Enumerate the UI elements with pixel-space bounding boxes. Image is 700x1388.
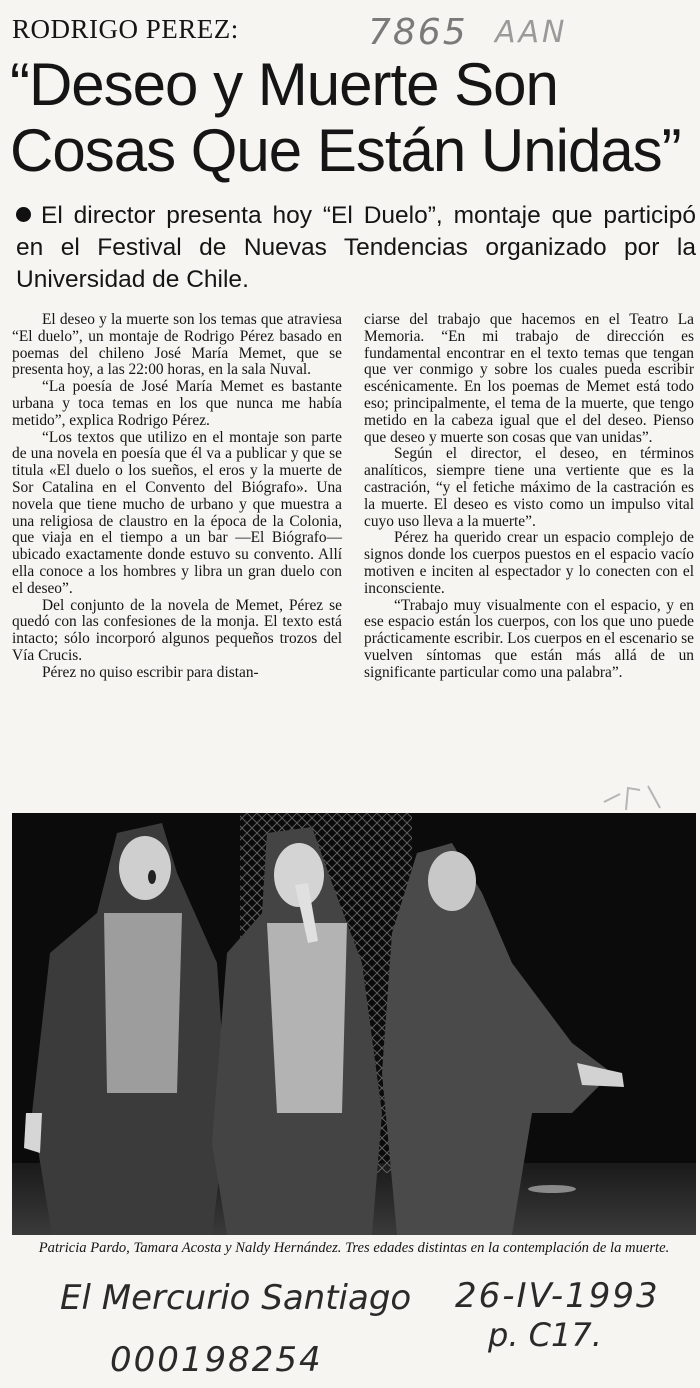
bullet-icon [16, 207, 31, 222]
headline: “Deseo y Muerte Son Cosas Que Están Unidas” [10, 51, 681, 184]
right-column [364, 312, 694, 682]
paragraph: Pérez no quiso escribir para distan- [42, 663, 259, 681]
deck-text: El director presenta hoy “El Duelo”, montaje que participó en el Festival de Nuevas Tendencias organizado por la Universidad de Chile. [16, 202, 696, 293]
handwritten-page: p. C17. [488, 1316, 602, 1354]
kicker: RODRIGO PEREZ: [12, 14, 239, 44]
handwritten-record-number: 000198254 [110, 1340, 323, 1380]
paragraph: “Los textos que utilizo en el montaje son parte de una novela en poesía que él va a publicar y que se titula «El duelo o los sueños, el eros y la muerte de Sor Catalina en el Convento del Biógrafo». Una novela que tiene mucho de urbano y que muestra a una religiosa de claustro en la época de la Colonia, que viaja en el tiempo a un bar —El Biógrafo— ubicado exactamente donde estuvo su convento. Allí ella conoce a los hombres y libra un gran duelo con el deseo”. [12, 428, 342, 597]
pencil-mark-icon [600, 784, 670, 814]
archive-code: 7865 [368, 12, 468, 53]
handwritten-source: El Mercurio Santiago [60, 1278, 412, 1318]
handwritten-date: 26-IV-1993 [455, 1276, 660, 1316]
archive-tag: AAN [495, 15, 568, 50]
paragraph: “Trabajo muy visualmente con el espacio, y en ese espacio están los cuerpos, con los que uno puede prácticamente escribir. Los cuerpos en el escenario se vuelven síntomas que están más allá de un significante particular como una palabra”. [364, 596, 694, 681]
stage-photo [12, 813, 696, 1235]
left-column [12, 312, 342, 682]
paragraph: Según el director, el deseo, en términos analíticos, siempre tiene una vertiente que es la castración, “y el fetiche máximo de la castración es la muerte. El deseo es visto como un impulso vital cuyo uso lleva a la muerte”. [364, 445, 694, 530]
paragraph: El deseo y la muerte son los temas que atraviesa “El duelo”, un montaje de Rodrigo Pérez basado en poemas del chileno José María Memet, que se presenta hoy, a las 22:00 horas, en la sala Nuval. [12, 311, 342, 379]
paragraph: ciarse del trabajo que hacemos en el Teatro La Memoria. “En mi trabajo de dirección es fundamental encontrar en el texto temas que tengan que ver conmigo y sobre los cuales pueda escribir escénicamente. En los poemas de Memet está todo eso; principalmente, el tema de la muerte, que tengo metido en la cabeza igual que el del deseo. Pienso que deseo y muerte son cosas que van unidas”. [364, 311, 694, 446]
paragraph: “La poesía de José María Memet es bastante urbana y toca temas en los que nunca me había metido”, explica Rodrigo Pérez. [12, 378, 342, 429]
deck [16, 200, 696, 296]
photo-caption: Patricia Pardo, Tamara Acosta y Naldy Hernández. Tres edades distintas en la contemplación de la muerte. [38, 1240, 670, 1256]
paragraph: Pérez ha querido crear un espacio complejo de signos donde los cuerpos puestos en el espacio vacío motiven e inciten al espectador y lo conecten con el inconsciente. [364, 529, 694, 597]
paragraph: Del conjunto de la novela de Memet, Pérez se quedó con las confesiones de la monja. El texto está intacto; sólo incorporó algunos pequeños trozos del Vía Crucis. [12, 596, 342, 664]
